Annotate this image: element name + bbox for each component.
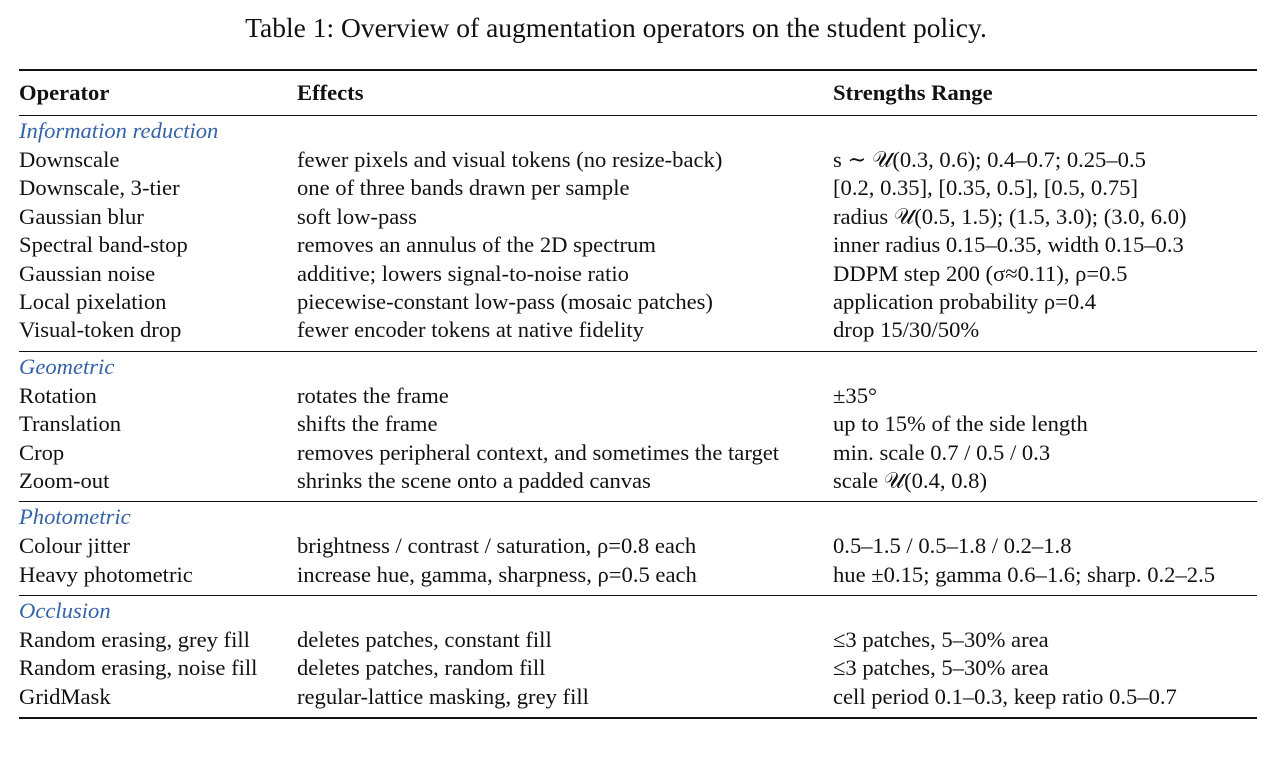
effects-cell: shifts the frame <box>297 411 438 437</box>
strengths-cell: min. scale 0.7 / 0.5 / 0.3 <box>833 439 1051 465</box>
operator-cell: Downscale, 3-tier <box>19 175 180 201</box>
section-title: Occlusion <box>19 598 111 624</box>
section-heading <box>19 116 1257 146</box>
table-row <box>19 683 1257 711</box>
effects-cell: deletes patches, random fill <box>297 655 546 681</box>
table-row <box>19 316 1257 344</box>
effects-cell: deletes patches, constant fill <box>297 627 552 653</box>
operator-cell: Rotation <box>19 382 97 408</box>
effects-cell: piecewise-constant low-pass (mosaic patches) <box>297 288 713 314</box>
strengths-cell: ≤3 patches, 5–30% area <box>833 627 1049 653</box>
operator-cell: Colour jitter <box>19 533 131 559</box>
effects-cell: rotates the frame <box>297 382 449 408</box>
table-row <box>19 410 1257 438</box>
section-heading <box>19 596 1257 626</box>
effects-cell: fewer encoder tokens at native fidelity <box>297 317 644 343</box>
augmentation-table <box>19 69 1257 719</box>
effects-cell: soft low-pass <box>297 203 417 229</box>
section-heading <box>19 352 1257 382</box>
operator-cell: Crop <box>19 439 65 465</box>
strengths-cell: s ∼ 𝒰(0.3, 0.6); 0.4–0.7; 0.25–0.5 <box>833 147 1146 172</box>
section-title: Geometric <box>19 353 115 379</box>
header-operator: Operator <box>19 80 110 105</box>
strengths-cell: ≤3 patches, 5–30% area <box>833 655 1049 681</box>
operator-cell: Visual-token drop <box>19 317 182 343</box>
table-row <box>19 382 1257 410</box>
header-effects: Effects <box>297 80 364 105</box>
operator-cell: Zoom-out <box>19 467 110 493</box>
table-row <box>19 146 1257 174</box>
section-title: Information reduction <box>19 118 219 143</box>
table-row <box>19 532 1257 560</box>
effects-cell: removes an annulus of the 2D spectrum <box>297 232 656 258</box>
strengths-cell: scale 𝒰(0.4, 0.8) <box>833 467 987 493</box>
table-caption: Table 1: Overview of augmentation operators on the student policy. <box>245 12 987 43</box>
effects-cell: removes peripheral context, and sometimes the target <box>297 439 780 465</box>
strengths-cell: 0.5–1.5 / 0.5–1.8 / 0.2–1.8 <box>833 533 1072 559</box>
strengths-cell: radius 𝒰(0.5, 1.5); (1.5, 3.0); (3.0, 6.0) <box>833 203 1187 229</box>
effects-cell: additive; lowers signal-to-noise ratio <box>297 260 629 286</box>
section-title: Photometric <box>19 504 131 530</box>
operator-cell: Gaussian noise <box>19 260 156 286</box>
effects-cell: increase hue, gamma, sharpness, ρ=0.5 each <box>297 561 697 587</box>
operator-cell: GridMask <box>19 683 111 709</box>
operator-cell: Downscale <box>19 147 120 172</box>
operator-cell: Spectral band-stop <box>19 232 188 258</box>
header-row <box>19 71 1257 115</box>
operator-cell: Random erasing, grey fill <box>19 627 250 653</box>
strengths-cell: application probability ρ=0.4 <box>833 288 1097 314</box>
table-row <box>19 626 1257 654</box>
effects-cell: fewer pixels and visual tokens (no resize-back) <box>297 147 723 172</box>
table-row <box>19 231 1257 259</box>
table-row <box>19 439 1257 467</box>
strengths-cell: drop 15/30/50% <box>833 317 980 343</box>
operator-cell: Heavy photometric <box>19 561 193 587</box>
strengths-cell: cell period 0.1–0.3, keep ratio 0.5–0.7 <box>833 683 1177 709</box>
table-row <box>19 654 1257 682</box>
operator-cell: Gaussian blur <box>19 203 144 229</box>
table-row <box>19 288 1257 316</box>
table-row <box>19 467 1257 495</box>
strengths-cell: DDPM step 200 (σ≈0.11), ρ=0.5 <box>833 260 1128 286</box>
effects-cell: shrinks the scene onto a padded canvas <box>297 467 651 493</box>
table-row <box>19 174 1257 202</box>
table-body <box>19 116 1257 719</box>
effects-cell: regular-lattice masking, grey fill <box>297 683 589 709</box>
effects-cell: one of three bands drawn per sample <box>297 175 630 201</box>
strengths-cell: ±35° <box>833 382 878 408</box>
strengths-cell: up to 15% of the side length <box>833 411 1088 437</box>
strengths-cell: inner radius 0.15–0.35, width 0.15–0.3 <box>833 232 1184 258</box>
operator-cell: Local pixelation <box>19 288 167 314</box>
bottom-rule <box>19 717 1257 719</box>
operator-cell: Translation <box>19 411 122 437</box>
header-strengths-range: Strengths Range <box>833 80 993 105</box>
effects-cell: brightness / contrast / saturation, ρ=0.8 each <box>297 533 697 559</box>
section-heading <box>19 502 1257 532</box>
table-row <box>19 203 1257 231</box>
operator-cell: Random erasing, noise fill <box>19 655 258 681</box>
strengths-cell: hue ±0.15; gamma 0.6–1.6; sharp. 0.2–2.5 <box>833 561 1216 587</box>
strengths-cell: [0.2, 0.35], [0.35, 0.5], [0.5, 0.75] <box>833 175 1138 201</box>
table-row <box>19 561 1257 589</box>
table-row <box>19 260 1257 288</box>
